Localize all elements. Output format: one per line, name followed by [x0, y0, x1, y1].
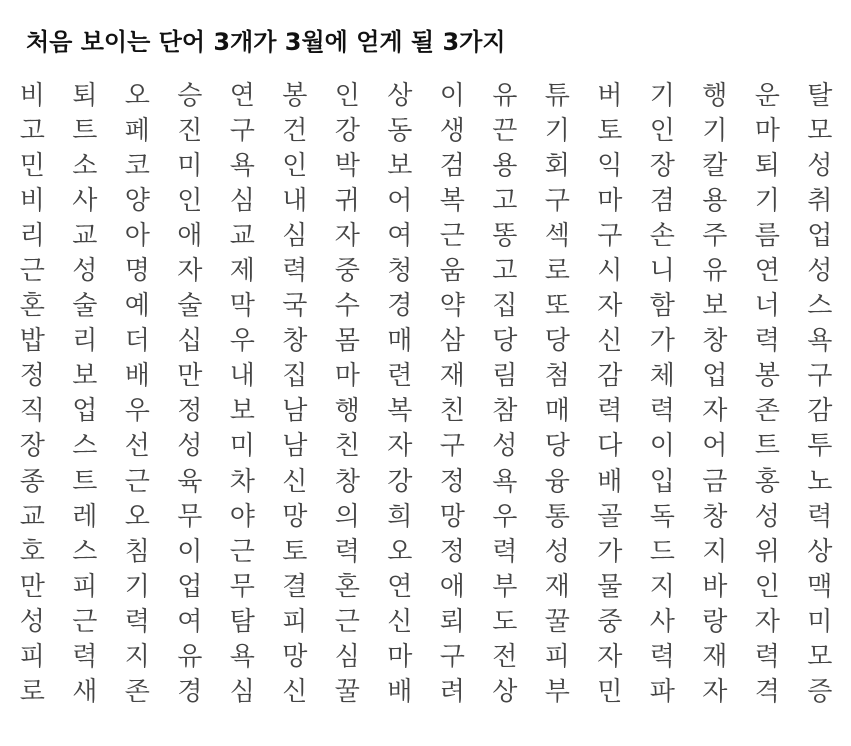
grid-letter: 상 — [387, 80, 413, 111]
grid-letter: 칼 — [702, 150, 728, 181]
grid-letter: 비 — [19, 80, 45, 111]
grid-letter: 감 — [597, 361, 623, 392]
grid-letter: 장 — [19, 431, 45, 462]
grid-letter: 재 — [702, 642, 728, 673]
grid-letter: 트 — [72, 115, 98, 146]
grid-letter: 스 — [72, 431, 98, 462]
grid-letter: 꿀 — [544, 606, 570, 637]
grid-letter: 내 — [229, 361, 255, 392]
grid-letter: 존 — [124, 677, 150, 708]
grid-letter: 수 — [334, 291, 360, 322]
grid-letter: 행 — [334, 396, 360, 427]
grid-letter: 욕 — [229, 150, 255, 181]
grid-letter: 마 — [387, 642, 413, 673]
grid-letter: 인 — [754, 571, 780, 602]
grid-letter: 업 — [807, 220, 833, 251]
grid-letter: 연 — [387, 571, 413, 602]
grid-letter: 신 — [387, 606, 413, 637]
grid-letter: 무 — [177, 501, 203, 532]
grid-letter: 봉 — [754, 361, 780, 392]
grid-letter: 드 — [649, 536, 675, 567]
grid-letter: 검 — [439, 150, 465, 181]
grid-letter: 력 — [807, 501, 833, 532]
grid-letter: 투 — [807, 431, 833, 462]
grid-letter: 부 — [544, 677, 570, 708]
grid-letter: 력 — [124, 606, 150, 637]
grid-letter: 입 — [649, 466, 675, 497]
grid-letter: 위 — [754, 536, 780, 567]
grid-letter: 지 — [649, 571, 675, 602]
grid-letter: 격 — [754, 677, 780, 708]
grid-letter: 남 — [282, 396, 308, 427]
grid-letter: 경 — [387, 291, 413, 322]
grid-letter: 창 — [702, 501, 728, 532]
grid-letter: 선 — [124, 431, 150, 462]
grid-letter: 근 — [124, 466, 150, 497]
grid-letter: 자 — [387, 431, 413, 462]
grid-letter: 집 — [492, 291, 518, 322]
grid-letter: 피 — [544, 642, 570, 673]
grid-letter: 양 — [124, 185, 150, 216]
grid-letter: 감 — [807, 396, 833, 427]
grid-letter: 마 — [597, 185, 623, 216]
grid-letter: 친 — [334, 431, 360, 462]
grid-letter: 참 — [492, 396, 518, 427]
grid-letter: 배 — [597, 466, 623, 497]
grid-letter: 마 — [334, 361, 360, 392]
grid-letter: 기 — [754, 185, 780, 216]
grid-letter: 자 — [334, 220, 360, 251]
grid-letter: 창 — [282, 326, 308, 357]
grid-letter: 애 — [439, 571, 465, 602]
grid-letter: 청 — [387, 256, 413, 287]
grid-letter: 파 — [649, 677, 675, 708]
grid-letter: 자 — [702, 396, 728, 427]
grid-letter: 골 — [597, 501, 623, 532]
grid-letter: 진 — [177, 115, 203, 146]
grid-letter: 보 — [387, 150, 413, 181]
grid-letter: 당 — [544, 326, 570, 357]
grid-letter: 물 — [597, 571, 623, 602]
grid-letter: 취 — [807, 185, 833, 216]
grid-letter: 근 — [19, 256, 45, 287]
grid-letter: 제 — [229, 256, 255, 287]
grid-letter: 호 — [19, 536, 45, 567]
grid-letter: 력 — [649, 642, 675, 673]
grid-letter: 새 — [72, 677, 98, 708]
grid-letter: 연 — [229, 80, 255, 111]
grid-letter: 우 — [124, 396, 150, 427]
grid-letter: 심 — [282, 220, 308, 251]
grid-letter: 더 — [124, 326, 150, 357]
grid-letter: 오 — [124, 80, 150, 111]
grid-letter: 퇴 — [754, 150, 780, 181]
grid-letter: 지 — [702, 536, 728, 567]
grid-letter: 가 — [649, 326, 675, 357]
grid-letter: 성 — [19, 606, 45, 637]
grid-letter: 강 — [387, 466, 413, 497]
grid-letter: 다 — [597, 431, 623, 462]
grid-letter: 도 — [492, 606, 518, 637]
grid-letter: 구 — [439, 431, 465, 462]
grid-letter: 육 — [177, 466, 203, 497]
grid-letter: 구 — [597, 220, 623, 251]
grid-letter: 승 — [177, 80, 203, 111]
grid-letter: 움 — [439, 256, 465, 287]
grid-letter: 구 — [229, 115, 255, 146]
grid-letter: 보 — [702, 291, 728, 322]
grid-letter: 고 — [492, 256, 518, 287]
grid-letter: 스 — [807, 291, 833, 322]
grid-letter: 희 — [387, 501, 413, 532]
grid-letter: 중 — [334, 256, 360, 287]
grid-letter: 근 — [334, 606, 360, 637]
grid-letter: 구 — [439, 642, 465, 673]
grid-letter: 종 — [19, 466, 45, 497]
grid-letter: 심 — [229, 677, 255, 708]
grid-letter: 정 — [439, 466, 465, 497]
grid-letter: 페 — [124, 115, 150, 146]
grid-letter: 배 — [387, 677, 413, 708]
grid-letter: 애 — [177, 220, 203, 251]
grid-letter: 레 — [72, 501, 98, 532]
grid-letter: 림 — [492, 361, 518, 392]
grid-letter: 우 — [492, 501, 518, 532]
grid-letter: 명 — [124, 256, 150, 287]
grid-letter: 퇴 — [72, 80, 98, 111]
grid-letter: 정 — [177, 396, 203, 427]
grid-letter: 욕 — [492, 466, 518, 497]
grid-letter: 망 — [282, 642, 308, 673]
grid-letter: 성 — [492, 431, 518, 462]
grid-letter: 정 — [19, 361, 45, 392]
grid-letter: 성 — [177, 431, 203, 462]
grid-letter: 집 — [282, 361, 308, 392]
grid-letter: 동 — [387, 115, 413, 146]
grid-letter: 미 — [807, 606, 833, 637]
grid-letter: 트 — [72, 466, 98, 497]
grid-letter: 건 — [282, 115, 308, 146]
grid-letter: 력 — [649, 396, 675, 427]
grid-letter: 소 — [72, 150, 98, 181]
grid-letter: 기 — [702, 115, 728, 146]
grid-letter: 토 — [597, 115, 623, 146]
grid-letter: 려 — [439, 677, 465, 708]
grid-letter: 여 — [387, 220, 413, 251]
grid-letter: 아 — [124, 220, 150, 251]
grid-letter: 혼 — [334, 571, 360, 602]
grid-letter: 술 — [72, 291, 98, 322]
grid-letter: 력 — [282, 256, 308, 287]
grid-letter: 성 — [807, 256, 833, 287]
grid-letter: 체 — [649, 361, 675, 392]
grid-letter: 생 — [439, 115, 465, 146]
grid-letter: 무 — [229, 571, 255, 602]
grid-letter: 모 — [807, 642, 833, 673]
grid-letter: 력 — [754, 642, 780, 673]
grid-letter: 노 — [807, 466, 833, 497]
grid-letter: 신 — [282, 466, 308, 497]
grid-letter: 겸 — [649, 185, 675, 216]
grid-letter: 리 — [72, 326, 98, 357]
grid-letter: 창 — [702, 326, 728, 357]
grid-letter: 성 — [807, 150, 833, 181]
grid-letter: 리 — [19, 220, 45, 251]
grid-letter: 모 — [807, 115, 833, 146]
grid-letter: 십 — [177, 326, 203, 357]
grid-letter: 자 — [177, 256, 203, 287]
grid-letter: 바 — [702, 571, 728, 602]
grid-letter: 업 — [72, 396, 98, 427]
grid-letter: 존 — [754, 396, 780, 427]
grid-letter: 가 — [597, 536, 623, 567]
grid-letter: 귀 — [334, 185, 360, 216]
grid-letter: 섹 — [544, 220, 570, 251]
grid-letter: 트 — [754, 431, 780, 462]
grid-letter: 부 — [492, 571, 518, 602]
grid-letter: 심 — [334, 642, 360, 673]
grid-letter: 장 — [649, 150, 675, 181]
grid-letter: 버 — [597, 80, 623, 111]
grid-letter: 통 — [544, 501, 570, 532]
grid-letter: 민 — [19, 150, 45, 181]
grid-letter: 근 — [439, 220, 465, 251]
grid-letter: 매 — [544, 396, 570, 427]
grid-letter: 자 — [754, 606, 780, 637]
grid-letter: 국 — [282, 291, 308, 322]
grid-letter: 차 — [229, 466, 255, 497]
grid-letter: 성 — [72, 256, 98, 287]
grid-letter: 봉 — [282, 80, 308, 111]
grid-letter: 중 — [597, 606, 623, 637]
grid-letter: 고 — [492, 185, 518, 216]
grid-letter: 기 — [544, 115, 570, 146]
grid-letter: 밥 — [19, 326, 45, 357]
grid-letter: 야 — [229, 501, 255, 532]
grid-letter: 뢰 — [439, 606, 465, 637]
grid-letter: 운 — [754, 80, 780, 111]
grid-letter: 또 — [544, 291, 570, 322]
grid-letter: 성 — [754, 501, 780, 532]
grid-letter: 복 — [439, 185, 465, 216]
grid-letter: 자 — [597, 642, 623, 673]
grid-letter: 심 — [229, 185, 255, 216]
grid-letter: 성 — [544, 536, 570, 567]
grid-letter: 만 — [19, 571, 45, 602]
grid-letter: 몸 — [334, 326, 360, 357]
grid-letter: 보 — [72, 361, 98, 392]
grid-letter: 매 — [387, 326, 413, 357]
grid-letter: 끈 — [492, 115, 518, 146]
grid-letter: 술 — [177, 291, 203, 322]
grid-letter: 손 — [649, 220, 675, 251]
grid-letter: 용 — [702, 185, 728, 216]
grid-letter: 복 — [387, 396, 413, 427]
grid-letter: 우 — [229, 326, 255, 357]
grid-letter: 피 — [72, 571, 98, 602]
grid-letter: 교 — [72, 220, 98, 251]
grid-letter: 주 — [702, 220, 728, 251]
grid-letter: 비 — [19, 185, 45, 216]
grid-letter: 토 — [282, 536, 308, 567]
grid-letter: 인 — [177, 185, 203, 216]
grid-letter: 유 — [702, 256, 728, 287]
grid-letter: 남 — [282, 431, 308, 462]
grid-letter: 함 — [649, 291, 675, 322]
grid-letter: 근 — [72, 606, 98, 637]
grid-letter: 고 — [19, 115, 45, 146]
grid-letter: 욕 — [807, 326, 833, 357]
grid-letter: 만 — [177, 361, 203, 392]
grid-letter: 전 — [492, 642, 518, 673]
grid-letter: 로 — [19, 677, 45, 708]
grid-letter: 신 — [282, 677, 308, 708]
grid-letter: 삼 — [439, 326, 465, 357]
grid-letter: 막 — [229, 291, 255, 322]
grid-letter: 여 — [177, 606, 203, 637]
grid-letter: 직 — [19, 396, 45, 427]
grid-letter: 어 — [702, 431, 728, 462]
grid-letter: 어 — [387, 185, 413, 216]
grid-letter: 오 — [124, 501, 150, 532]
grid-letter: 유 — [177, 642, 203, 673]
grid-letter: 회 — [544, 150, 570, 181]
grid-letter: 융 — [544, 466, 570, 497]
grid-letter: 코 — [124, 150, 150, 181]
grid-letter: 당 — [544, 431, 570, 462]
grid-letter: 보 — [229, 396, 255, 427]
grid-letter: 결 — [282, 571, 308, 602]
grid-letter: 망 — [439, 501, 465, 532]
grid-letter: 재 — [544, 571, 570, 602]
grid-letter: 경 — [177, 677, 203, 708]
grid-letter: 업 — [702, 361, 728, 392]
grid-letter: 오 — [387, 536, 413, 567]
page-title: 처음 보이는 단어 3개가 3월에 얻게 될 3가지 — [26, 28, 506, 56]
word-search-grid — [6, 78, 846, 710]
grid-letter: 박 — [334, 150, 360, 181]
grid-letter: 튜 — [544, 80, 570, 111]
grid-letter: 구 — [544, 185, 570, 216]
grid-letter: 재 — [439, 361, 465, 392]
grid-letter: 교 — [229, 220, 255, 251]
grid-letter: 금 — [702, 466, 728, 497]
grid-letter: 업 — [177, 571, 203, 602]
grid-letter: 정 — [439, 536, 465, 567]
grid-letter: 시 — [597, 256, 623, 287]
grid-letter: 신 — [597, 326, 623, 357]
grid-letter: 구 — [807, 361, 833, 392]
grid-letter: 자 — [597, 291, 623, 322]
grid-letter: 름 — [754, 220, 780, 251]
grid-letter: 피 — [282, 606, 308, 637]
grid-letter: 너 — [754, 291, 780, 322]
grid-letter: 망 — [282, 501, 308, 532]
grid-letter: 첨 — [544, 361, 570, 392]
grid-letter: 기 — [124, 571, 150, 602]
grid-letter: 니 — [649, 256, 675, 287]
grid-letter: 미 — [177, 150, 203, 181]
grid-letter: 력 — [492, 536, 518, 567]
grid-letter: 력 — [597, 396, 623, 427]
grid-letter: 상 — [492, 677, 518, 708]
grid-letter: 련 — [387, 361, 413, 392]
grid-letter: 똥 — [492, 220, 518, 251]
grid-letter: 피 — [19, 642, 45, 673]
grid-letter: 지 — [124, 642, 150, 673]
grid-letter: 력 — [72, 642, 98, 673]
grid-letter: 인 — [649, 115, 675, 146]
grid-letter: 행 — [702, 80, 728, 111]
grid-letter: 혼 — [19, 291, 45, 322]
grid-letter: 사 — [72, 185, 98, 216]
grid-letter: 근 — [229, 536, 255, 567]
grid-letter: 증 — [807, 677, 833, 708]
grid-letter: 유 — [492, 80, 518, 111]
grid-letter: 용 — [492, 150, 518, 181]
grid-letter: 내 — [282, 185, 308, 216]
grid-letter: 상 — [807, 536, 833, 567]
grid-letter: 력 — [754, 326, 780, 357]
grid-letter: 욕 — [229, 642, 255, 673]
grid-letter: 스 — [72, 536, 98, 567]
grid-letter: 당 — [492, 326, 518, 357]
grid-letter: 교 — [19, 501, 45, 532]
grid-letter: 연 — [754, 256, 780, 287]
grid-letter: 력 — [334, 536, 360, 567]
grid-letter: 마 — [754, 115, 780, 146]
grid-letter: 민 — [597, 677, 623, 708]
grid-letter: 창 — [334, 466, 360, 497]
grid-letter: 예 — [124, 291, 150, 322]
grid-letter: 의 — [334, 501, 360, 532]
grid-letter: 사 — [649, 606, 675, 637]
grid-letter: 친 — [439, 396, 465, 427]
grid-letter: 강 — [334, 115, 360, 146]
grid-letter: 홍 — [754, 466, 780, 497]
grid-letter: 자 — [702, 677, 728, 708]
grid-letter: 기 — [649, 80, 675, 111]
grid-letter: 로 — [544, 256, 570, 287]
grid-letter: 미 — [229, 431, 255, 462]
grid-letter: 이 — [439, 80, 465, 111]
grid-letter: 익 — [597, 150, 623, 181]
grid-letter: 맥 — [807, 571, 833, 602]
grid-letter: 독 — [649, 501, 675, 532]
grid-letter: 이 — [177, 536, 203, 567]
grid-letter: 랑 — [702, 606, 728, 637]
grid-letter: 탈 — [807, 80, 833, 111]
grid-letter: 이 — [649, 431, 675, 462]
grid-letter: 침 — [124, 536, 150, 567]
grid-letter: 인 — [282, 150, 308, 181]
grid-letter: 배 — [124, 361, 150, 392]
grid-letter: 인 — [334, 80, 360, 111]
grid-letter: 약 — [439, 291, 465, 322]
grid-letter: 꿀 — [334, 677, 360, 708]
grid-letter: 탐 — [229, 606, 255, 637]
